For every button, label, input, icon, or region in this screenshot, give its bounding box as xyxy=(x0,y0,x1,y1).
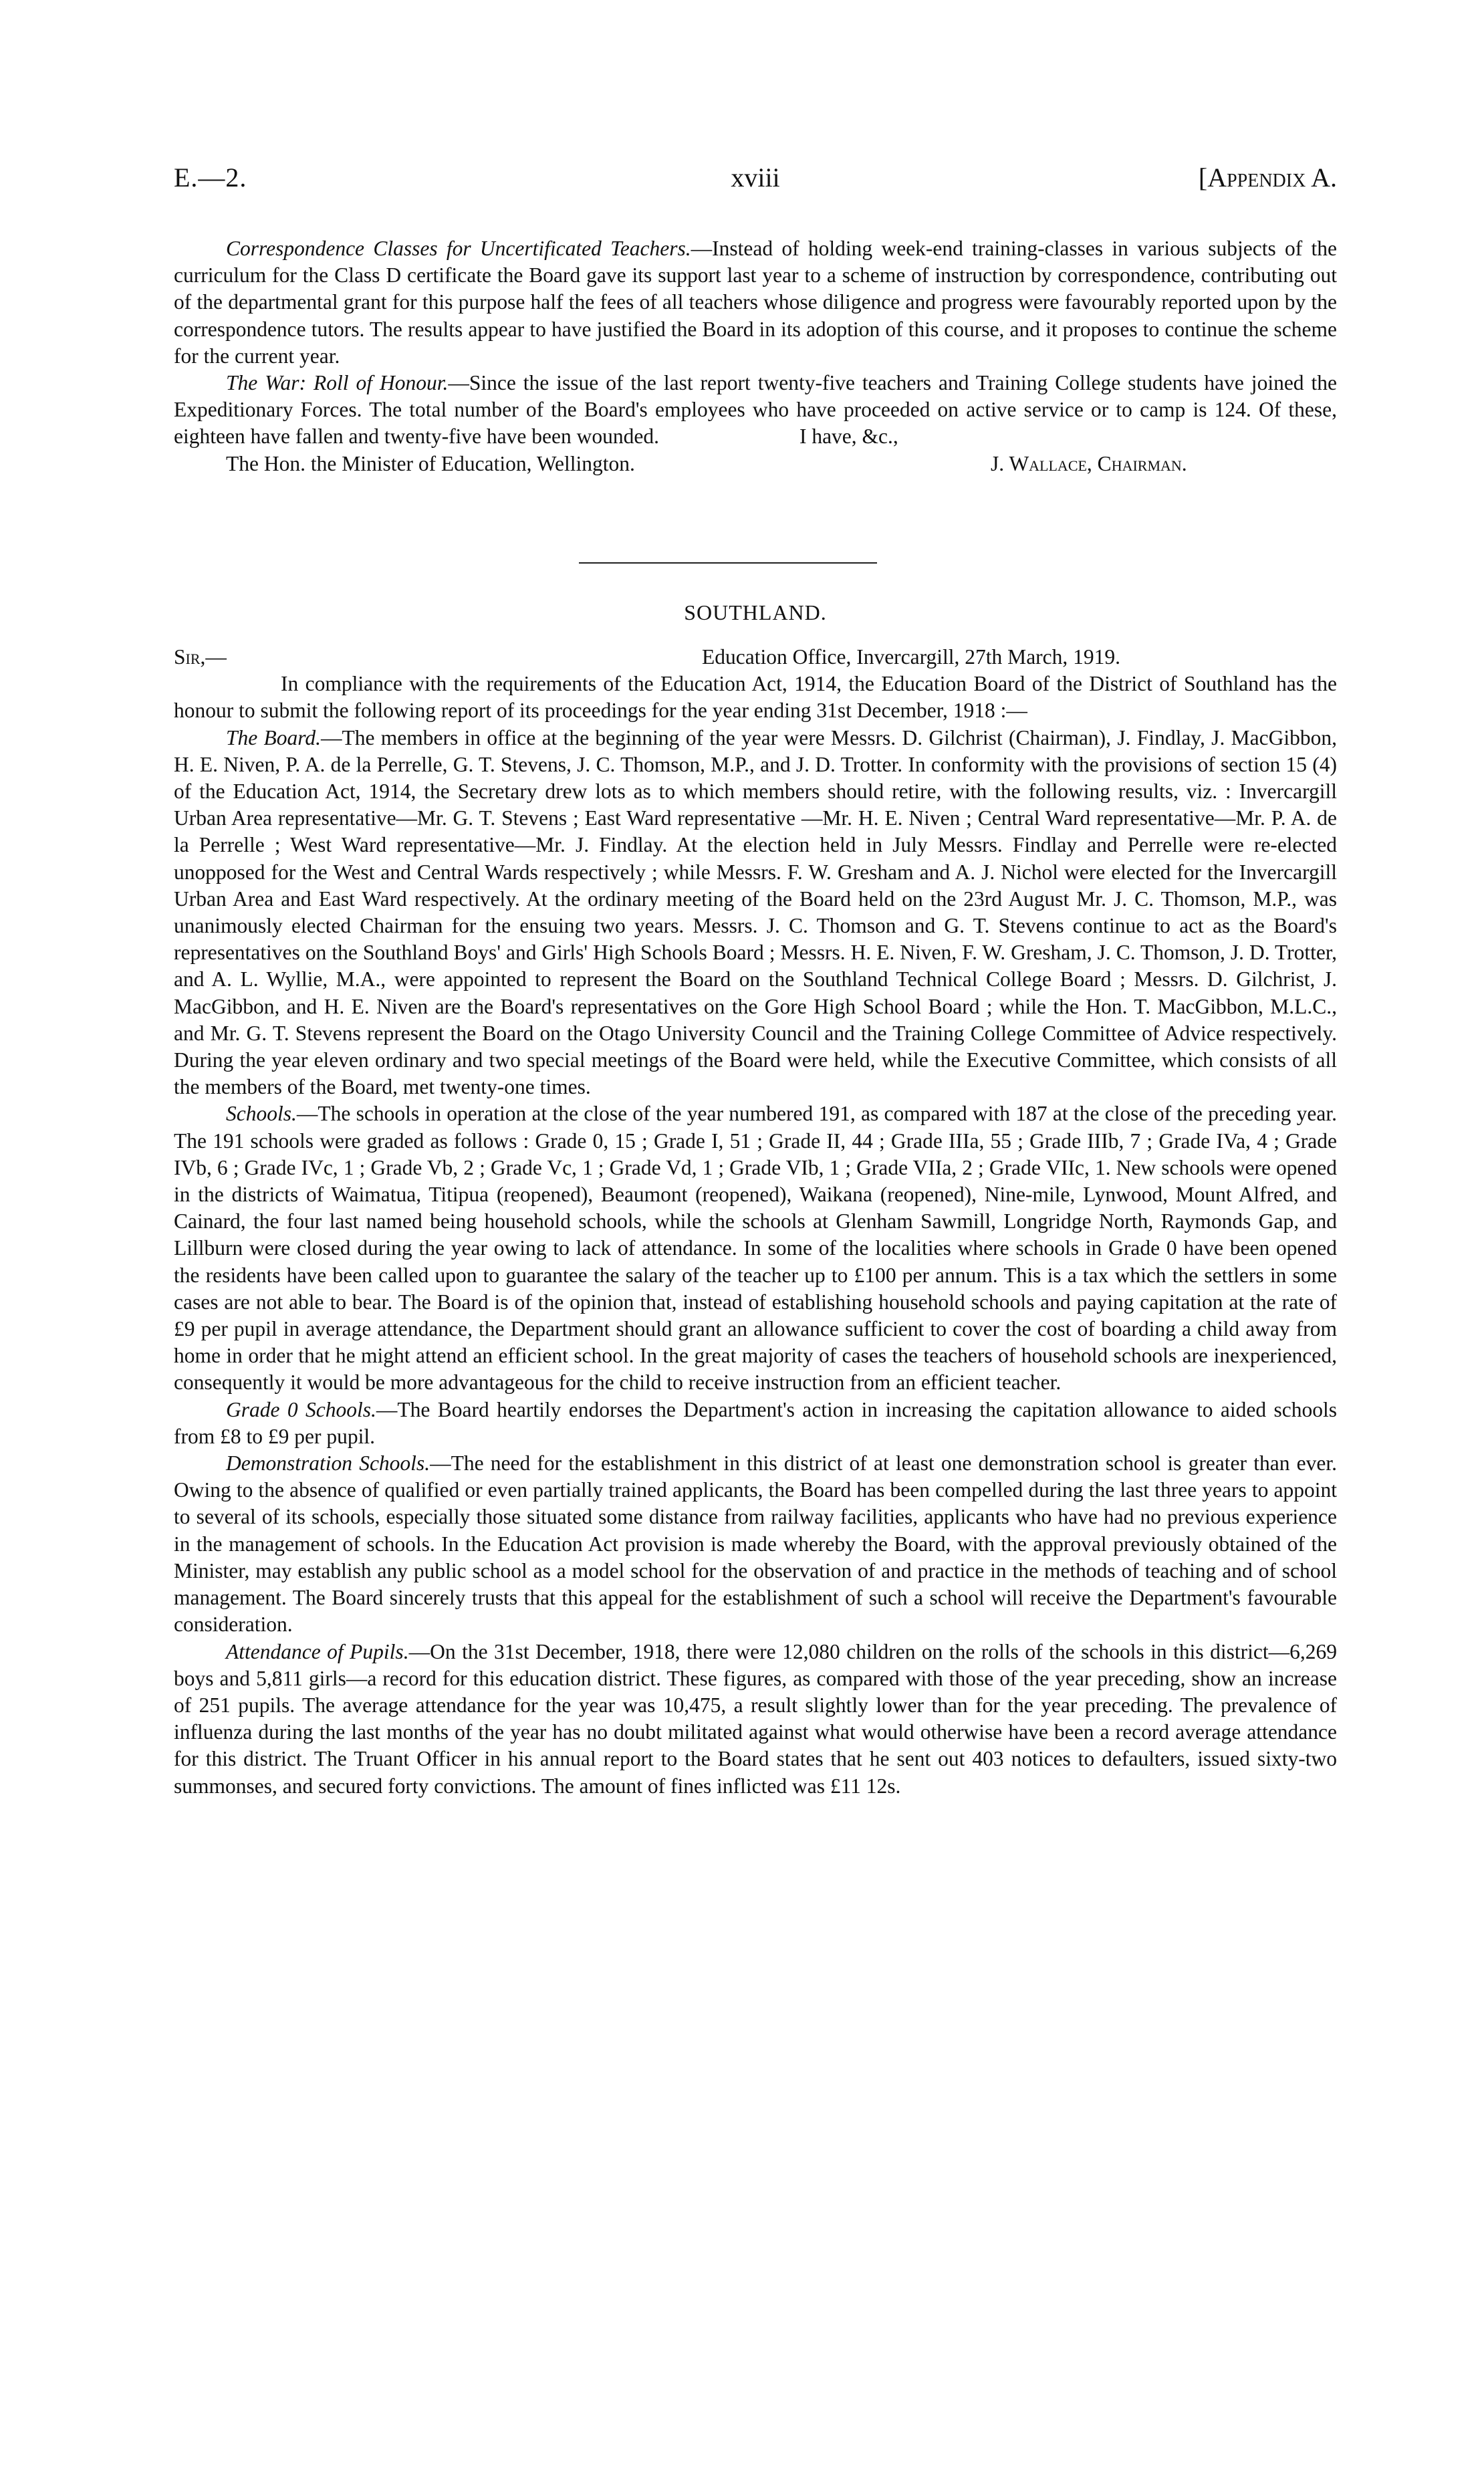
correspondence-body: —Instead of holding week-end training-classes in various subjects of the curriculum for the Class D certificate the Board gave its support last year to a scheme of instruction by correspondence, contributing out of the departmental grant for this purpose half the fees of all teachers whose diligence and progress were favourably reported upon by the correspondence tutors. The results appear to have justified the Board in its adoption of this course, and it proposes to continue the scheme for the current year. xyxy=(174,237,1337,368)
addressee: The Hon. the Minister of Education, Wellington. xyxy=(226,451,635,475)
page-number: xviii xyxy=(731,162,780,193)
demonstration-paragraph xyxy=(174,1450,1337,1638)
demonstration-heading: Demonstration Schools. xyxy=(226,1451,430,1475)
southland-section xyxy=(174,644,1337,1800)
document-code: E.—2. xyxy=(174,162,247,193)
top-section xyxy=(174,235,1337,477)
schools-paragraph xyxy=(174,1100,1337,1396)
attendance-body: —On the 31st December, 1918, there were 12,080 children on the rolls of the schools in this district—6,269 boys and 5,811 girls—a record for this education district. These figures, as compared with those of the year preceding, show an increase of 251 pupils. The average attendance for the year was 10,475, a result slightly lower than for the year preceding. The prevalence of influenza during the last months of the year has no doubt militated against what would otherwise have been a record average attendance for this district. The Truant Officer in his annual report to the Board states that he sent out 403 notices to defaulters, issued sixty-two summonses, and secured forty convictions. The amount of fines inflicted was £11 12s. xyxy=(174,1639,1337,1798)
war-paragraph xyxy=(174,370,1337,451)
demonstration-body: —The need for the establishment in this district of at least one demonstration school is greater than ever. Owing to the absence of qualified or even partially trained applicants, the Board has been compelled during the last three years to appoint to several of its schools, especially those situated some distance from railway facilities, applicants who have had no previous experience in the management of schools. In the Education Act provision is made whereby the Board, with the approval previously obtained of the Minister, may establish any public school as a model school for the observation of and practice in the methods of teaching and of school management. The Board sincerely trusts that this appeal for the establishment of such a school will receive the Department's favourable consideration. xyxy=(174,1451,1337,1637)
section-title: SOUTHLAND. xyxy=(684,600,827,624)
grade0-heading: Grade 0 Schools. xyxy=(226,1397,376,1421)
grade0-body: —The Board heartily endorses the Department's action in increasing the capitation allowance to aided schools from £8 to £9 per pupil. xyxy=(174,1397,1337,1448)
schools-body: —The schools in operation at the close of the year numbered 191, as compared with 187 at the close of the preceding year. The 191 schools were graded as follows : Grade 0, 15 ; Grade I, 51 ; Grade II, 44 ; Grade IIIa, 55 ; Grade IIIb, 7 ; Grade IVa, 4 ; Grade IVb, 6 ; Grade IVc, 1 ; Grade Vb, 2 ; Grade Vc, 1 ; Grade Vd, 1 ; Grade VIb, 1 ; Grade VIIa, 2 ; Grade VIIc, 1. New schools were opened in the districts of Waimatua, Titipua (reopened), Beaumont (reopened), Waikana (reopened), Nine-mile, Lynwood, Mount Alfred, and Cainard, the four last named being household schools, while the schools at Glenham Sawmill, Longridge North, Raymonds Gap, and Lillburn were closed during the year owing to lack of attendance. In some of the localities where schools in Grade 0 have been opened the residents have been called upon to guarantee the salary of the teacher up to £100 per annum. This is a tax which the settlers in some cases are not able to bear. The Board is of the opinion that, instead of establishing household schools and paying capitation at the rate of £9 per pupil in average attendance, the Department should grant an allowance sufficient to cover the cost of boarding a child away from home in order that he might attend an efficient school. In the great majority of cases the teachers of household schools are inexperienced, consequently it would be more advantageous for the child to receive instruction from an efficient teacher. xyxy=(174,1102,1337,1395)
attendance-paragraph xyxy=(174,1639,1337,1800)
war-heading: The War: Roll of Honour. xyxy=(226,371,449,395)
attendance-heading: Attendance of Pupils. xyxy=(226,1639,409,1663)
board-body: —The members in office at the beginning of the year were Messrs. D. Gilchrist (Chairman), J. Findlay, J. MacGibbon, H. E. Niven, P. A. de la Perrelle, G. T. Stevens, J. C. Thomson, M.P., and J. D. Trotter. In conformity with the provisions of section 15 (4) of the Education Act, 1914, the Secretary drew lots as to which members should retire, with the following results, viz. : Invercargill Urban Area representative—Mr. G. T. Stevens ; East Ward representative —Mr. H. E. Niven ; Central Ward representative—Mr. P. A. de la Perrelle ; West Ward representative—Mr. J. Findlay. At the election held in July Messrs. Findlay and Perrelle were re-elected unopposed for the West and Central Wards respectively ; while Messrs. F. W. Gresham and A. J. Nichol were elected for the Invercargill Urban Area and East Ward respectively. At the ordinary meeting of the Board held on the 23rd August Mr. J. C. Thomson, M.P., was unanimously elected Chairman for the ensuing two years. Messrs. J. C. Thomson and G. T. Stevens continue to act as the Board's representatives on the Southland Boys' and Girls' High Schools Board ; Messrs. H. E. Niven, F. W. Gresham, J. C. Thomson, J. D. Trotter, and A. L. Wyllie, M.A., were appointed to represent the Board on the Southland Technical College Board ; Messrs. D. Gilchrist, J. MacGibbon, and H. E. Niven are the Board's representatives on the Gore High School Board ; while the Hon. T. MacGibbon, M.L.C., and Mr. G. T. Stevens represent the Board on the Otago University Council and the Training College Committee of Advice respectively. During the year eleven ordinary and two special meetings of the Board were held, while the Executive Committee, which consists of all the members of the Board, met twenty-one times. xyxy=(174,725,1337,1099)
closing-phrase: I have, &c., xyxy=(799,425,898,449)
salutation: Sir,— xyxy=(174,645,227,669)
page-header xyxy=(174,162,1337,202)
board-heading: The Board. xyxy=(226,725,322,749)
correspondence-paragraph xyxy=(174,235,1337,370)
salutation-row xyxy=(174,644,1337,671)
schools-heading: Schools. xyxy=(226,1102,297,1126)
correspondence-heading: Correspondence Classes for Uncertificated Teachers. xyxy=(226,237,691,260)
board-paragraph xyxy=(174,725,1337,1101)
intro-paragraph: In compliance with the requirements of the Education Act, 1914, the Education Board of the District of Southland has the honour to submit the following report of its proceedings for the year ending 31st December, 1918 :— xyxy=(174,672,1337,723)
signer: J. Wallace, Chairman. xyxy=(991,451,1187,475)
signature-row xyxy=(174,451,1337,477)
section-divider xyxy=(579,562,877,564)
appendix-label: [Appendix A. xyxy=(1198,162,1337,193)
war-body: —Since the issue of the last report twenty-five teachers and Training College students have joined the Expeditionary Forces. The total number of the Board's employees who have proceeded on active service or to camp is 124. Of these, eighteen have fallen and twenty-five have been wounded. xyxy=(174,371,1337,449)
grade0-paragraph xyxy=(174,1397,1337,1450)
office-dateline: Education Office, Invercargill, 27th March, 1919. xyxy=(702,645,1121,669)
